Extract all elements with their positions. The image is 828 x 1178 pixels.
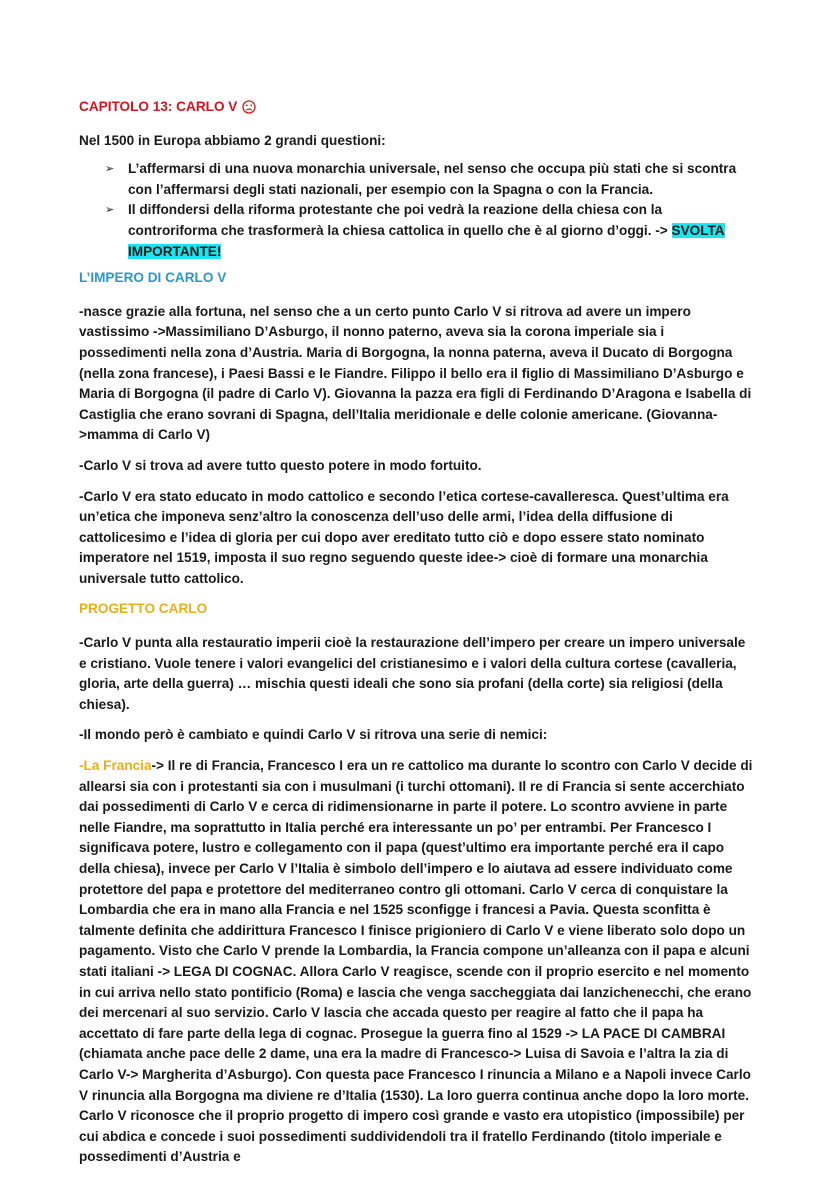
arrow-bullet-icon: ➢ xyxy=(105,163,115,176)
list-item xyxy=(105,200,754,262)
section-heading-progetto: PROGETTO CARLO xyxy=(79,601,208,617)
bullet-list xyxy=(79,159,754,262)
frown-face-icon xyxy=(242,100,256,114)
paragraph: -Carlo V si trova ad avere tutto questo potere in modo fortuito. xyxy=(79,457,482,473)
paragraph-francia xyxy=(79,756,754,1168)
bullet-text: L’affermarsi di una nuova monarchia universale, nel senso che occupa più stati che si scontra con l’affermarsi degli stati nazionali, per esempio con la Spagna o con la Francia. xyxy=(128,161,737,197)
arrow-bullet-icon: ➢ xyxy=(105,204,115,217)
bullet-text: Il diffondersi della riforma protestante che poi vedrà la reazione della chiesa con la controriforma che trasformerà la chiesa cattolica in quello che è al giorno d’oggi. -> xyxy=(128,202,672,238)
paragraph: -nasce grazie alla fortuna, nel senso che a un certo punto Carlo V si ritrova ad avere un impero vastissimo ->Massimiliano D’Asburgo, il nonno paterno, aveva sia la corona imperiale sia i possedimenti nella zona d’Austria. Maria di Borgogna, la nonna paterna, aveva il Ducato di Borgogna (nella zona francese), i Paesi Bassi e le Fiandre. Filippo il bello era il figlio di Massimiliano D’Asburgo e Maria di Borgogna (il padre di Carlo V). Giovanna la pazza era figli di Ferdinando D’Aragona e Isabella di Castiglia che erano sovrani di Spagna, dell’Italia meridionale e delle colonie americane. (Giovanna->mamma di Carlo V) xyxy=(79,303,752,443)
section-heading-impero: L’IMPERO DI CARLO V xyxy=(79,270,227,286)
document-body xyxy=(79,97,754,1178)
francia-text: -> Il re di Francia, Francesco I era un re cattolico ma durante lo scontro con Carlo V decide di allearsi sia con i protestanti sia con i musulmani (i turchi ottomani). Il re di Francia si sente accerchiato dai possedimenti di Carlo V e cerca di ridimensionarne in parte il potere. Lo scontro avviene in parte nelle Fiandre, ma soprattutto in Italia perché era interessante un po’ per entrambi. Per Francesco I significava potere, lustro e collegamento con il papa (quest’ultimo era importante perché era il capo della chiesa), invece per Carlo V l’Italia è simbolo dell’impero e lo aiutava ad essere individuato come protettore del papa e protettore del mediterraneo contro gli ottomani. Carlo V cerca di conquistare la Lombardia che era in mano alla Francia e nel 1525 sconfigge i francesi a Pavia. Questa sconfitta è talmente definita che addirittura Francesco I finisce prigioniero di Carlo V e viene liberato solo dopo un pagamento. Visto che Carlo V prende la Lombardia, la Francia compone un’alleanza con il papa e alcuni stati italiani -> LEGA DI COGNAC. Allora Carlo V reagisce, scende con il proprio esercito e nel momento in cui arriva nello stato pontificio (Roma) e lascia che venga saccheggiata dai lanzichenecchi, che erano dei mercenari al suo servizio. Carlo V lascia che accada questo per reagire al fatto che il papa ha accettato di fare parte della lega di cognac. Prosegue la guerra fino al 1529 -> LA PACE DI CAMBRAI (chiamata anche pace delle 2 dame, una era la madre di Francesco-> Luisa di Savoia e l’altra la zia di Carlo V-> Margherita d’Asburgo). Con questa pace Francesco I rinuncia a Milano e a Napoli invece Carlo V rinuncia alla Borgogna ma diviene re d’Italia (1530). La loro guerra continua anche dopo la loro morte. Carlo V riconosce che il proprio progetto di impero così grande e vasto era utopistico (impossibile) per cui abdica e concede i suoi possedimenti suddividendoli tra il fratello Ferdinando (titolo imperiale e possedimenti d’Austria e xyxy=(79,758,753,1165)
francia-label: -La Francia xyxy=(79,758,152,774)
list-item xyxy=(105,159,754,200)
intro-text: Nel 1500 in Europa abbiamo 2 grandi questioni: xyxy=(79,132,386,148)
chapter-title: CAPITOLO 13: CARLO V xyxy=(79,97,754,118)
highlighted-text: SVOLTA IMPORTANTE! xyxy=(128,222,725,259)
paragraph: -Il mondo però è cambiato e quindi Carlo V si ritrova una serie di nemici: xyxy=(79,727,548,743)
paragraph: -Carlo V era stato educato in modo cattolico e secondo l’etica cortese-cavalleresca. Quest’ultima era un’etica che imponeva senz’altro la conoscenza dell’uso delle armi, l’idea della diffusione di cattolicesimo e l’idea di gloria per cui dopo aver ereditato tutto ciò e dopo essere stato nominato imperatore nel 1519, imposta il suo regno seguendo queste idee-> cioè di formare una monarchia universale tutto cattolico. xyxy=(79,488,729,586)
paragraph: -Carlo V punta alla restauratio imperii cioè la restaurazione dell’impero per creare un impero universale e cristiano. Vuole tenere i valori evangelici del cristianesimo e i valori della cultura cortese (cavalleria, gloria, arte della guerra) … mischia questi ideali che sono sia profani (della corte) sia religiosi (della chiesa). xyxy=(79,635,746,712)
